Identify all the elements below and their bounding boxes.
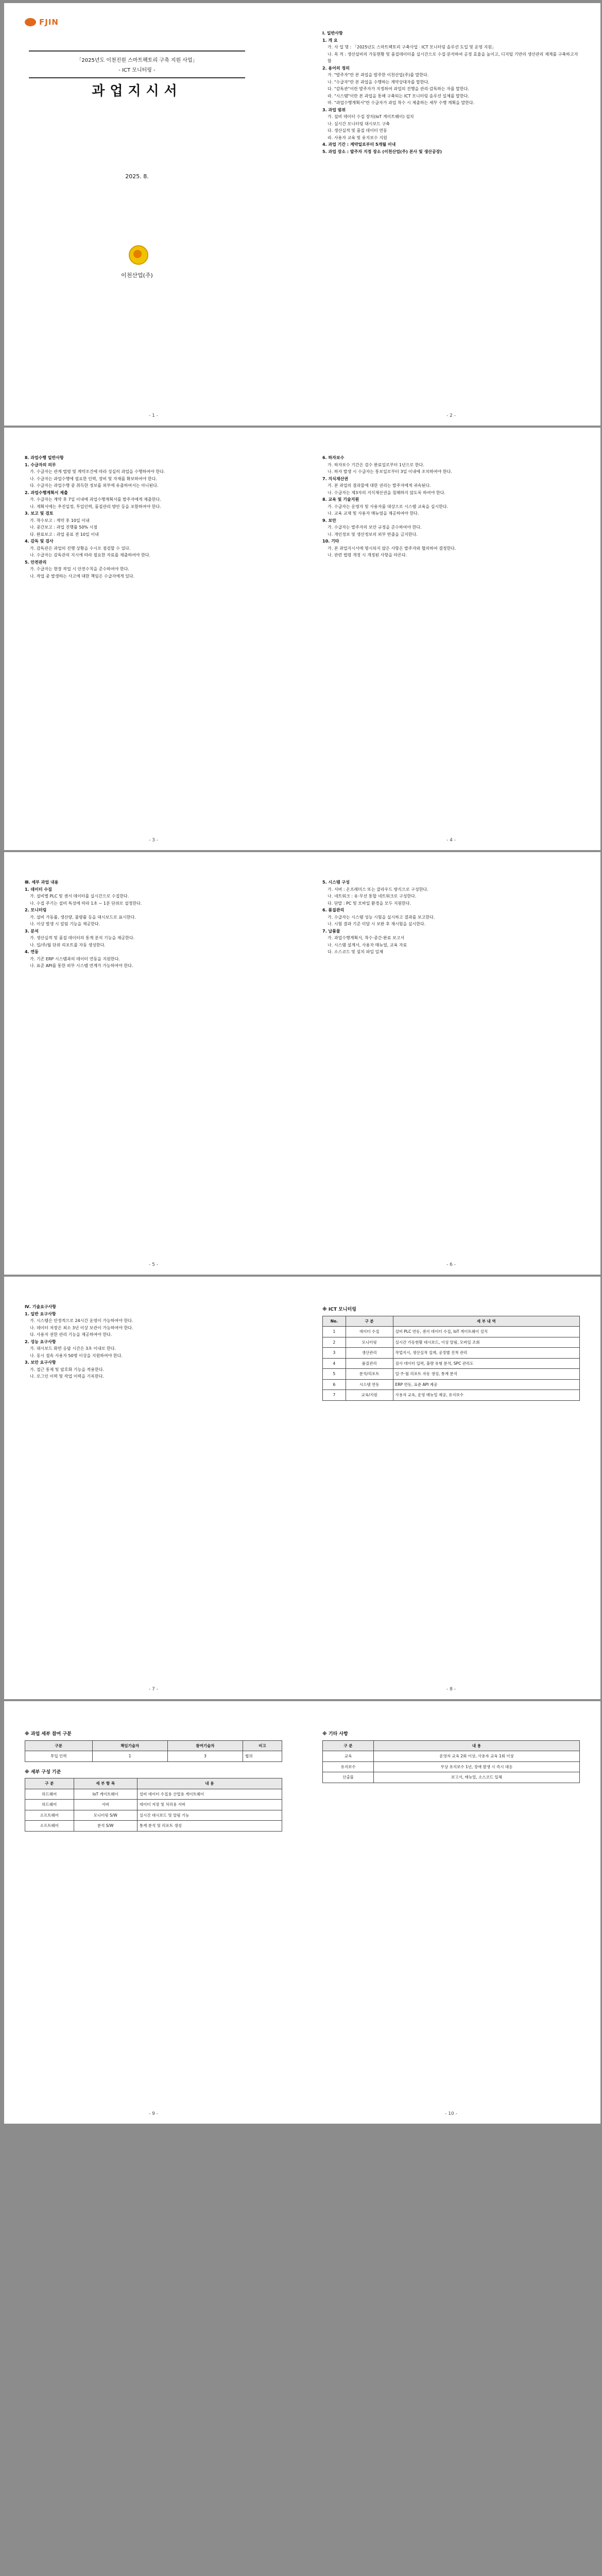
text-line: 4. 연동: [25, 950, 39, 954]
text-line: 가. 감독관은 과업의 진행 상황을 수시로 점검할 수 있다.: [30, 546, 131, 551]
table-cell: 소프트웨어: [25, 1821, 74, 1832]
text-line: 다. 수급자는 과업수행 중 취득한 정보를 외부에 유출하여서는 아니된다.: [30, 483, 159, 488]
table-cell: 3: [323, 1348, 346, 1359]
text-line: 나. 개인정보 및 생산정보의 외부 반출을 금지한다.: [328, 532, 418, 537]
text-line: 9. 보안: [322, 518, 336, 523]
cover-company-name: 이천산업(주): [121, 272, 153, 279]
table1-title: ※ 과업 세부 참여 구분: [25, 1732, 72, 1737]
table-cell: IoT 게이트웨이: [74, 1789, 137, 1800]
table-cell: 1: [323, 1327, 346, 1337]
text-line: Ⅳ. 기술요구사항: [25, 1304, 56, 1309]
text-line: 나. 시험 결과 기준 미달 시 보완 후 재시험을 실시한다.: [328, 922, 426, 926]
table-cell: 4: [323, 1358, 346, 1369]
text-line: 5. 안전관리: [25, 560, 47, 565]
table-row: [25, 1800, 282, 1810]
page-10: [302, 1701, 600, 2124]
text-line: 나. 계획서에는 추진일정, 투입인력, 품질관리 방안 등을 포함하여야 한다.: [30, 504, 161, 509]
column-header: 내 용: [137, 1778, 282, 1789]
text-line: 가. 시스템은 안정적으로 24시간 운영이 가능하여야 한다.: [30, 1318, 133, 1323]
cover-main-title: 과업지시서: [92, 83, 182, 99]
text-line: 2. 용어의 정의: [322, 65, 350, 71]
table-title: ※ ICT 모니터링: [322, 1307, 356, 1312]
text-line: 2. 모니터링: [25, 908, 47, 912]
table-cell: 시스템 연동: [346, 1379, 393, 1390]
text-line: Ⅲ. 세부 과업 내용: [25, 880, 59, 885]
misc-table: [322, 1740, 580, 1783]
table-cell: 운영자 교육 2회 이상, 사용자 교육 1회 이상: [373, 1751, 579, 1762]
text-line: 5. 과업 장소 : 발주자 지정 장소 (이천산업(주) 본사 및 생산공장): [322, 149, 442, 154]
table-row: [323, 1390, 580, 1401]
table-cell: 실시간 대시보드 및 알림 기능: [137, 1810, 282, 1821]
text-column: [322, 879, 580, 956]
table-cell: 하드웨어: [25, 1789, 74, 1800]
table-row: [323, 1348, 580, 1359]
text-line: 1. 수급자의 의무: [25, 462, 56, 467]
text-line: 다. "감독관"이란 발주자가 지정하여 과업의 진행을 관리·감독하는 자를 말한다.: [328, 87, 469, 91]
table-column: [322, 1728, 580, 1783]
column-header: 구 분: [25, 1778, 74, 1789]
page-6: [302, 852, 600, 1275]
table-cell: 분석/리포트: [346, 1369, 393, 1380]
table-cell: 7: [323, 1390, 346, 1401]
text-line: 가. 수급자는 시스템 성능 시험을 실시하고 결과를 보고한다.: [328, 914, 435, 920]
table-cell: 데이터 수집: [346, 1327, 393, 1337]
text-line: 나. 데이터 저장은 최소 3년 이상 보관이 가능하여야 한다.: [30, 1325, 133, 1330]
text-line: 4. 감독 및 검사: [25, 539, 54, 544]
cover-date: 2025. 8.: [125, 173, 149, 180]
text-line: 6. 품질관리: [322, 908, 345, 912]
text-line: 가. 수급자는 계약 후 7일 이내에 과업수행계획서를 발주자에게 제출한다.: [30, 497, 161, 502]
table-cell: 하드웨어: [25, 1800, 74, 1810]
text-line: 1. 일반 요구사항: [25, 1311, 56, 1316]
text-column: [25, 879, 282, 970]
text-line: 나. 로그인 이력 및 작업 이력을 기록한다.: [30, 1374, 104, 1379]
page-cover: [4, 3, 303, 426]
text-line: 나. 중간보고 : 과업 진행률 50% 시점: [30, 525, 98, 530]
table-title: ※ 기타 사항: [322, 1732, 348, 1737]
table-cell: 설비 PLC 연동, 센서 데이터 수집, IoT 게이트웨이 설치: [393, 1327, 579, 1337]
text-line: 마. "과업수행계획서"란 수급자가 과업 착수 시 제출하는 세부 수행 계획을 말한다.: [328, 100, 475, 105]
page-number: - 4 -: [446, 838, 456, 843]
table-row: [25, 1810, 282, 1821]
table-cell: 무상 유지보수 1년, 장애 발생 시 즉시 대응: [373, 1761, 579, 1772]
table-row: [323, 1337, 580, 1348]
page-9: [4, 1701, 303, 2124]
table-cell: 생산관리: [346, 1348, 393, 1359]
text-line: 5. 시스템 구성: [322, 880, 350, 885]
logo-text: FJIN: [39, 18, 59, 27]
table-header-row: [25, 1740, 282, 1751]
table-cell: ERP 연동, 표준 API 제공: [393, 1379, 579, 1390]
text-line: 나. 수급자는 과업수행에 필요한 인력, 장비 및 자재를 확보하여야 한다.: [30, 476, 157, 481]
table-cell: 사용자 교육, 운영 매뉴얼 제공, 유지보수: [393, 1390, 579, 1401]
table-cell: 서버: [74, 1800, 137, 1810]
column-header: 세 부 내 역: [393, 1316, 579, 1327]
text-line: 7. 지식재산권: [322, 476, 349, 481]
table-column: [25, 1728, 282, 1832]
table-body: [323, 1327, 580, 1401]
text-line: 7. 납품물: [322, 928, 340, 934]
text-line: 나. "수급자"란 본 과업을 수행하는 계약상대자를 말한다.: [328, 79, 429, 84]
table-cell: 분석 S/W: [74, 1821, 137, 1832]
column-header: 책임기술자: [92, 1740, 167, 1751]
text-line: 나. 하자 발생 시 수급자는 통보일로부터 3일 이내에 조치하여야 한다.: [328, 469, 452, 474]
text-line: 나. 관련 법령 개정 시 개정된 사항을 따른다.: [328, 553, 407, 557]
table-cell: 협의: [243, 1751, 282, 1762]
table-row: [323, 1369, 580, 1380]
table-cell: 2: [323, 1337, 346, 1348]
page-number: - 1 -: [149, 413, 158, 418]
page-number: - 3 -: [149, 838, 158, 843]
text-line: 나. 네트워크 : 유·무선 통합 네트워크로 구성한다.: [328, 894, 417, 899]
table2-title: ※ 세부 구성 기준: [25, 1769, 61, 1775]
text-line: 라. "시스템"이란 본 과업을 통해 구축되는 ICT 모니터링 솔루션 일체를 말한다.: [328, 93, 469, 98]
page-5: [4, 852, 303, 1275]
text-line: 3. 보고 및 검토: [25, 511, 54, 516]
text-line: 4. 과업 기간 : 계약일로부터 5개월 이내: [322, 142, 396, 147]
table-header-row: [323, 1316, 580, 1327]
text-line: 가. 사 업 명 : 「2025년도 스마트팩토리 구축사업 · ICT 모니터링 솔루션 도입 및 운영 지원」: [328, 45, 496, 49]
table-cell: 작업지시, 생산실적 집계, 공정별 진척 관리: [393, 1348, 579, 1359]
table-cell: 교육: [323, 1751, 374, 1762]
text-line: 가. 접근 통제 및 암호화 기능을 적용한다.: [30, 1367, 104, 1372]
text-line: 나. 교육 교재 및 사용자 매뉴얼을 제공하여야 한다.: [328, 511, 419, 516]
text-column: [25, 454, 282, 580]
text-line: 2. 성능 요구사항: [25, 1339, 56, 1344]
text-line: 가. "발주자"란 본 과업을 발주한 이천산업(주)를 말한다.: [328, 73, 429, 77]
column-header: 구분: [25, 1740, 93, 1751]
text-line: 나. 수집 주기는 설비 특성에 따라 1초 ~ 1분 단위로 설정한다.: [30, 901, 142, 906]
composition-table: [25, 1778, 282, 1832]
text-line: 나. 수급자는 제3자의 지식재산권을 침해하지 않도록 하여야 한다.: [328, 490, 445, 495]
company-seal-icon: [129, 245, 148, 265]
table-body: [323, 1751, 580, 1783]
table-header-row: [323, 1740, 580, 1751]
text-line: 1. 개 요: [322, 38, 338, 43]
column-header: 세 부 항 목: [74, 1778, 137, 1789]
text-line: 나. 시스템 설계서, 사용자 매뉴얼, 교육 자료: [328, 942, 407, 947]
text-line: 가. 과업수행계획서, 착수·중간·완료 보고서: [328, 936, 405, 940]
ict-table: [322, 1316, 580, 1401]
table-cell: 모니터링 S/W: [74, 1810, 137, 1821]
page-number: - 5 -: [149, 1262, 158, 1267]
text-line: 가. 본 과업의 결과물에 대한 권리는 발주자에게 귀속된다.: [328, 483, 431, 488]
cover-title-line2: - ICT 모니터링 -: [118, 67, 156, 73]
column-header: 비고: [243, 1740, 282, 1751]
column-header: 내 용: [373, 1740, 579, 1751]
text-line: 나. 표준 API를 통한 외부 시스템 연계가 가능하여야 한다.: [30, 963, 133, 968]
table-body: [25, 1751, 282, 1762]
text-line: 3. 분석: [25, 928, 39, 934]
table-cell: 데이터 저장 및 처리용 서버: [137, 1800, 282, 1810]
text-line: 나. 이상 발생 시 알림 기능을 제공한다.: [30, 922, 100, 926]
text-line: 가. 본 과업지시서에 명시되지 않은 사항은 발주자와 협의하여 결정한다.: [328, 546, 456, 551]
table-cell: 소프트웨어: [25, 1810, 74, 1821]
column-header: 참여기술자: [167, 1740, 243, 1751]
text-line: 가. 대시보드 화면 응답 시간은 3초 이내로 한다.: [30, 1346, 116, 1351]
text-line: 8. 교육 및 기술지원: [322, 497, 359, 502]
table-cell: 설비 데이터 수집용 산업용 게이트웨이: [137, 1789, 282, 1800]
table-cell: 모니터링: [346, 1337, 393, 1348]
text-column: [322, 30, 580, 155]
page-number: - 10 -: [445, 2111, 457, 2116]
text-line: 다. 사용자 권한 관리 기능을 제공하여야 한다.: [30, 1332, 112, 1337]
table-row: [323, 1761, 580, 1772]
text-line: Ⅱ. 과업수행 일반사항: [25, 455, 64, 460]
text-line: 6. 하자보수: [322, 455, 345, 460]
table-row: [323, 1358, 580, 1369]
page-3: [4, 428, 303, 850]
text-line: 3. 보안 요구사항: [25, 1360, 56, 1365]
table-row: [323, 1772, 580, 1783]
text-line: 가. 수급자는 관계 법령 및 계약조건에 따라 성실히 과업을 수행하여야 한다.: [30, 469, 165, 474]
table-cell: 품질관리: [346, 1358, 393, 1369]
text-line: 나. 목 적 : 생산설비의 가동현황 및 품질데이터를 실시간으로 수집·분석하여 공정 효율을 높이고, 디지털 기반의 생산관리 체계를 구축하고자 함: [328, 52, 578, 63]
text-line: 나. 일/주/월 단위 리포트를 자동 생성한다.: [30, 942, 106, 947]
text-line: 나. 실시간 모니터링 대시보드 구축: [328, 121, 390, 126]
text-line: 가. 수급자는 운영자 및 사용자를 대상으로 시스템 교육을 실시한다.: [328, 504, 449, 509]
text-line: 다. 완료보고 : 과업 종료 전 10일 이내: [30, 532, 99, 537]
text-line: 10. 기타: [322, 539, 339, 544]
text-line: 나. 동시 접속 사용자 50명 이상을 지원하여야 한다.: [30, 1353, 123, 1358]
text-line: 가. 기존 ERP 시스템과의 데이터 연동을 지원한다.: [30, 956, 120, 961]
column-header: 구 분: [323, 1740, 374, 1751]
text-line: 다. 생산실적 및 품질 데이터 연동: [328, 128, 387, 133]
text-line: 2. 과업수행계획서 제출: [25, 490, 68, 495]
table-cell: 5: [323, 1369, 346, 1380]
table-row: [25, 1821, 282, 1832]
table-body: [25, 1789, 282, 1831]
page-number: - 6 -: [446, 1262, 456, 1267]
text-line: 라. 사용자 교육 및 유지보수 지원: [328, 135, 387, 140]
page-2: [302, 3, 600, 426]
text-line: 나. 수급자는 감독관의 지시에 따라 필요한 자료를 제출하여야 한다.: [30, 553, 151, 557]
table-cell: 보고서, 매뉴얼, 소스코드 일체: [373, 1772, 579, 1783]
participation-table: [25, 1740, 282, 1762]
table-cell: 1: [92, 1751, 167, 1762]
company-logo: [25, 18, 59, 27]
text-line: 1. 데이터 수집: [25, 887, 52, 892]
text-line: 나. 작업 중 발생하는 사고에 대한 책임은 수급자에게 있다.: [30, 573, 135, 579]
text-line: 가. 수급자는 현장 작업 시 안전수칙을 준수하여야 한다.: [30, 567, 129, 571]
table-row: [323, 1379, 580, 1390]
table-cell: 투입 인력: [25, 1751, 93, 1762]
table-row: [323, 1751, 580, 1762]
text-line: 다. 단말 : PC 및 모바일 환경을 모두 지원한다.: [328, 901, 411, 906]
table-row: [323, 1327, 580, 1337]
text-line: 가. 설비 데이터 수집 장치(IoT 게이트웨이) 설치: [328, 114, 414, 119]
table-column: [322, 1303, 580, 1401]
table-cell: 교육/지원: [346, 1390, 393, 1401]
page-4: [302, 428, 600, 850]
table-cell: 일·주·월 리포트 자동 생성, 통계 분석: [393, 1369, 579, 1380]
column-header: No.: [323, 1316, 346, 1327]
text-column: [25, 1303, 282, 1380]
text-column: [322, 454, 580, 559]
text-line: Ⅰ. 일반사항: [322, 31, 343, 36]
page-number: - 9 -: [149, 2111, 158, 2116]
table-header-row: [25, 1778, 282, 1789]
table-cell: 실시간 가동현황 대시보드, 이상 알림, 모바일 조회: [393, 1337, 579, 1348]
page-number: - 7 -: [149, 1687, 158, 1692]
text-line: 가. 착수보고 : 계약 후 10일 이내: [30, 518, 90, 523]
page-number: - 2 -: [446, 413, 456, 418]
text-line: 가. 설비 가동률, 생산량, 불량률 등을 대시보드로 표시한다.: [30, 914, 136, 920]
cover-title-line1: 「2025년도 이천진원 스마트팩토리 구축 지원 사업」: [76, 58, 198, 63]
text-line: 가. 생산실적 및 품질 데이터의 통계 분석 기능을 제공한다.: [30, 936, 135, 940]
page-8: [302, 1277, 600, 1699]
table-cell: 통계 분석 및 리포트 생성: [137, 1821, 282, 1832]
logo-mark-icon: [25, 18, 36, 26]
text-line: 가. 서버 : 온프레미스 또는 클라우드 방식으로 구성한다.: [328, 887, 428, 892]
text-line: 가. 하자보수 기간은 검수 완료일로부터 1년으로 한다.: [328, 462, 424, 467]
cover-title-box: [29, 50, 245, 78]
table-cell: 유지보수: [323, 1761, 374, 1772]
column-header: 구 분: [346, 1316, 393, 1327]
text-line: 다. 소스코드 및 설치 파일 일체: [328, 950, 383, 954]
text-line: 가. 설비별 PLC 및 센서 데이터를 실시간으로 수집한다.: [30, 894, 129, 899]
table-cell: 산출물: [323, 1772, 374, 1783]
text-line: 3. 과업 범위: [322, 107, 346, 112]
page-7: [4, 1277, 303, 1699]
table-cell: 검사 데이터 입력, 불량 유형 분석, SPC 관리도: [393, 1358, 579, 1369]
page-number: - 8 -: [446, 1687, 456, 1692]
table-cell: 3: [167, 1751, 243, 1762]
table-row: [25, 1751, 282, 1762]
table-row: [25, 1789, 282, 1800]
table-cell: 6: [323, 1379, 346, 1390]
text-line: 가. 수급자는 발주자의 보안 규정을 준수하여야 한다.: [328, 525, 422, 530]
